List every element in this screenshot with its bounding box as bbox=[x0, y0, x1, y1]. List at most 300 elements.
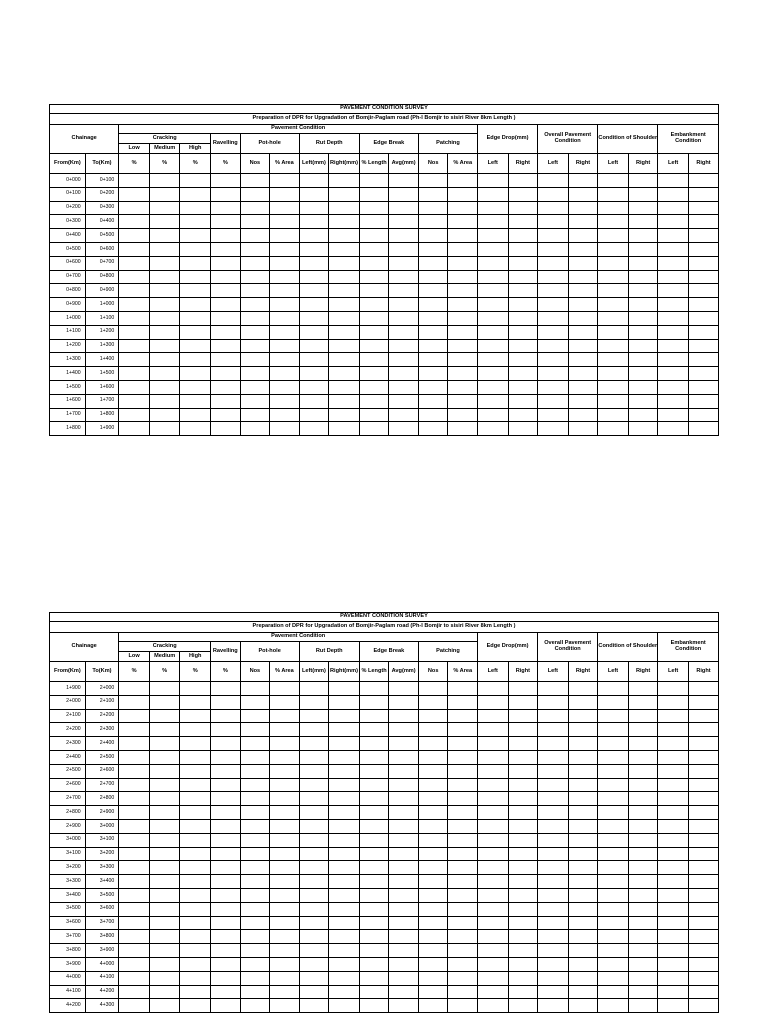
survey-entry-cell[interactable] bbox=[240, 985, 270, 999]
survey-entry-cell[interactable] bbox=[658, 819, 689, 833]
to-chainage-cell[interactable]: 4+000 bbox=[85, 957, 119, 971]
survey-entry-cell[interactable] bbox=[418, 902, 448, 916]
survey-entry-cell[interactable] bbox=[299, 394, 329, 408]
survey-entry-cell[interactable] bbox=[240, 298, 270, 312]
survey-entry-cell[interactable] bbox=[240, 833, 270, 847]
survey-entry-cell[interactable] bbox=[240, 422, 270, 436]
survey-entry-cell[interactable] bbox=[538, 833, 569, 847]
survey-entry-cell[interactable] bbox=[299, 408, 329, 422]
survey-entry-cell[interactable] bbox=[658, 380, 689, 394]
survey-entry-cell[interactable] bbox=[628, 380, 658, 394]
survey-entry-cell[interactable] bbox=[508, 367, 538, 381]
survey-entry-cell[interactable] bbox=[329, 229, 360, 243]
survey-entry-cell[interactable] bbox=[538, 957, 569, 971]
survey-entry-cell[interactable] bbox=[180, 944, 211, 958]
to-chainage-cell[interactable]: 1+700 bbox=[85, 394, 119, 408]
survey-entry-cell[interactable] bbox=[180, 311, 211, 325]
survey-entry-cell[interactable] bbox=[211, 325, 241, 339]
survey-entry-cell[interactable] bbox=[389, 875, 419, 889]
survey-entry-cell[interactable] bbox=[240, 695, 270, 709]
survey-entry-cell[interactable] bbox=[508, 819, 538, 833]
to-chainage-cell[interactable]: 0+900 bbox=[85, 284, 119, 298]
survey-entry-cell[interactable] bbox=[389, 187, 419, 201]
survey-entry-cell[interactable] bbox=[598, 394, 629, 408]
survey-entry-cell[interactable] bbox=[477, 380, 508, 394]
survey-entry-cell[interactable] bbox=[477, 201, 508, 215]
survey-entry-cell[interactable] bbox=[508, 408, 538, 422]
survey-entry-cell[interactable] bbox=[299, 778, 329, 792]
survey-entry-cell[interactable] bbox=[477, 422, 508, 436]
survey-entry-cell[interactable] bbox=[538, 819, 569, 833]
survey-entry-cell[interactable] bbox=[211, 422, 241, 436]
survey-entry-cell[interactable] bbox=[598, 311, 629, 325]
to-chainage-cell[interactable]: 1+300 bbox=[85, 339, 119, 353]
survey-entry-cell[interactable] bbox=[211, 847, 241, 861]
survey-entry-cell[interactable] bbox=[508, 394, 538, 408]
survey-entry-cell[interactable] bbox=[448, 944, 478, 958]
survey-entry-cell[interactable] bbox=[240, 819, 270, 833]
survey-entry-cell[interactable] bbox=[448, 833, 478, 847]
survey-entry-cell[interactable] bbox=[568, 750, 598, 764]
survey-entry-cell[interactable] bbox=[299, 792, 329, 806]
survey-entry-cell[interactable] bbox=[211, 256, 241, 270]
survey-entry-cell[interactable] bbox=[418, 174, 448, 188]
survey-entry-cell[interactable] bbox=[658, 201, 689, 215]
survey-entry-cell[interactable] bbox=[119, 339, 150, 353]
survey-entry-cell[interactable] bbox=[180, 806, 211, 820]
survey-entry-cell[interactable] bbox=[180, 888, 211, 902]
survey-entry-cell[interactable] bbox=[568, 833, 598, 847]
survey-entry-cell[interactable] bbox=[658, 682, 689, 696]
from-chainage-cell[interactable]: 2+000 bbox=[50, 695, 86, 709]
survey-entry-cell[interactable] bbox=[568, 311, 598, 325]
survey-entry-cell[interactable] bbox=[688, 723, 718, 737]
survey-entry-cell[interactable] bbox=[477, 944, 508, 958]
survey-entry-cell[interactable] bbox=[658, 408, 689, 422]
to-chainage-cell[interactable]: 2+000 bbox=[85, 682, 119, 696]
survey-entry-cell[interactable] bbox=[598, 847, 629, 861]
survey-entry-cell[interactable] bbox=[119, 380, 150, 394]
survey-entry-cell[interactable] bbox=[389, 833, 419, 847]
survey-entry-cell[interactable] bbox=[359, 367, 389, 381]
survey-entry-cell[interactable] bbox=[270, 737, 300, 751]
survey-entry-cell[interactable] bbox=[688, 394, 718, 408]
survey-entry-cell[interactable] bbox=[568, 298, 598, 312]
survey-entry-cell[interactable] bbox=[688, 325, 718, 339]
survey-entry-cell[interactable] bbox=[180, 339, 211, 353]
survey-entry-cell[interactable] bbox=[658, 902, 689, 916]
survey-entry-cell[interactable] bbox=[508, 201, 538, 215]
survey-entry-cell[interactable] bbox=[119, 930, 150, 944]
survey-entry-cell[interactable] bbox=[211, 229, 241, 243]
survey-entry-cell[interactable] bbox=[180, 695, 211, 709]
survey-entry-cell[interactable] bbox=[329, 792, 360, 806]
to-chainage-cell[interactable]: 2+800 bbox=[85, 792, 119, 806]
to-chainage-cell[interactable]: 2+900 bbox=[85, 806, 119, 820]
from-chainage-cell[interactable]: 1+900 bbox=[50, 682, 86, 696]
survey-entry-cell[interactable] bbox=[688, 792, 718, 806]
survey-entry-cell[interactable] bbox=[658, 833, 689, 847]
survey-entry-cell[interactable] bbox=[688, 242, 718, 256]
survey-entry-cell[interactable] bbox=[270, 709, 300, 723]
to-chainage-cell[interactable]: 3+200 bbox=[85, 847, 119, 861]
survey-entry-cell[interactable] bbox=[299, 284, 329, 298]
survey-entry-cell[interactable] bbox=[329, 971, 360, 985]
survey-entry-cell[interactable] bbox=[240, 709, 270, 723]
survey-entry-cell[interactable] bbox=[658, 916, 689, 930]
survey-entry-cell[interactable] bbox=[598, 944, 629, 958]
survey-entry-cell[interactable] bbox=[598, 187, 629, 201]
survey-entry-cell[interactable] bbox=[270, 215, 300, 229]
survey-entry-cell[interactable] bbox=[628, 847, 658, 861]
to-chainage-cell[interactable]: 3+100 bbox=[85, 833, 119, 847]
survey-entry-cell[interactable] bbox=[538, 916, 569, 930]
to-chainage-cell[interactable]: 2+300 bbox=[85, 723, 119, 737]
from-chainage-cell[interactable]: 0+600 bbox=[50, 256, 86, 270]
survey-entry-cell[interactable] bbox=[688, 778, 718, 792]
survey-entry-cell[interactable] bbox=[299, 709, 329, 723]
survey-entry-cell[interactable] bbox=[568, 985, 598, 999]
from-chainage-cell[interactable]: 2+700 bbox=[50, 792, 86, 806]
survey-entry-cell[interactable] bbox=[598, 709, 629, 723]
survey-entry-cell[interactable] bbox=[299, 930, 329, 944]
survey-entry-cell[interactable] bbox=[508, 174, 538, 188]
survey-entry-cell[interactable] bbox=[270, 930, 300, 944]
survey-entry-cell[interactable] bbox=[658, 311, 689, 325]
survey-entry-cell[interactable] bbox=[359, 229, 389, 243]
survey-entry-cell[interactable] bbox=[508, 242, 538, 256]
survey-entry-cell[interactable] bbox=[211, 174, 241, 188]
from-chainage-cell[interactable]: 2+900 bbox=[50, 819, 86, 833]
to-chainage-cell[interactable]: 3+500 bbox=[85, 888, 119, 902]
survey-entry-cell[interactable] bbox=[299, 944, 329, 958]
survey-entry-cell[interactable] bbox=[359, 888, 389, 902]
survey-entry-cell[interactable] bbox=[508, 806, 538, 820]
survey-entry-cell[interactable] bbox=[359, 957, 389, 971]
survey-entry-cell[interactable] bbox=[359, 999, 389, 1013]
survey-entry-cell[interactable] bbox=[477, 861, 508, 875]
survey-entry-cell[interactable] bbox=[477, 284, 508, 298]
from-chainage-cell[interactable]: 2+600 bbox=[50, 778, 86, 792]
survey-entry-cell[interactable] bbox=[119, 709, 150, 723]
survey-entry-cell[interactable] bbox=[329, 819, 360, 833]
to-chainage-cell[interactable]: 3+600 bbox=[85, 902, 119, 916]
survey-entry-cell[interactable] bbox=[240, 971, 270, 985]
survey-entry-cell[interactable] bbox=[329, 284, 360, 298]
survey-entry-cell[interactable] bbox=[628, 723, 658, 737]
survey-entry-cell[interactable] bbox=[389, 709, 419, 723]
survey-entry-cell[interactable] bbox=[628, 325, 658, 339]
to-chainage-cell[interactable]: 2+700 bbox=[85, 778, 119, 792]
survey-entry-cell[interactable] bbox=[658, 367, 689, 381]
survey-entry-cell[interactable] bbox=[477, 806, 508, 820]
survey-entry-cell[interactable] bbox=[508, 833, 538, 847]
from-chainage-cell[interactable]: 0+300 bbox=[50, 215, 86, 229]
survey-entry-cell[interactable] bbox=[149, 339, 180, 353]
survey-entry-cell[interactable] bbox=[448, 847, 478, 861]
survey-entry-cell[interactable] bbox=[329, 380, 360, 394]
survey-entry-cell[interactable] bbox=[211, 916, 241, 930]
survey-entry-cell[interactable] bbox=[270, 242, 300, 256]
survey-entry-cell[interactable] bbox=[448, 215, 478, 229]
survey-entry-cell[interactable] bbox=[329, 764, 360, 778]
survey-entry-cell[interactable] bbox=[477, 408, 508, 422]
survey-entry-cell[interactable] bbox=[568, 242, 598, 256]
survey-entry-cell[interactable] bbox=[299, 242, 329, 256]
survey-entry-cell[interactable] bbox=[598, 930, 629, 944]
survey-entry-cell[interactable] bbox=[598, 985, 629, 999]
survey-entry-cell[interactable] bbox=[538, 298, 569, 312]
survey-entry-cell[interactable] bbox=[359, 284, 389, 298]
survey-entry-cell[interactable] bbox=[270, 339, 300, 353]
survey-entry-cell[interactable] bbox=[359, 408, 389, 422]
to-chainage-cell[interactable]: 0+100 bbox=[85, 174, 119, 188]
survey-entry-cell[interactable] bbox=[538, 682, 569, 696]
survey-entry-cell[interactable] bbox=[270, 861, 300, 875]
survey-entry-cell[interactable] bbox=[568, 819, 598, 833]
survey-entry-cell[interactable] bbox=[270, 847, 300, 861]
survey-entry-cell[interactable] bbox=[359, 902, 389, 916]
survey-entry-cell[interactable] bbox=[448, 353, 478, 367]
survey-entry-cell[interactable] bbox=[211, 806, 241, 820]
survey-entry-cell[interactable] bbox=[508, 847, 538, 861]
survey-entry-cell[interactable] bbox=[658, 242, 689, 256]
survey-entry-cell[interactable] bbox=[658, 339, 689, 353]
survey-entry-cell[interactable] bbox=[658, 875, 689, 889]
survey-entry-cell[interactable] bbox=[149, 353, 180, 367]
survey-entry-cell[interactable] bbox=[211, 408, 241, 422]
from-chainage-cell[interactable]: 3+100 bbox=[50, 847, 86, 861]
survey-entry-cell[interactable] bbox=[628, 201, 658, 215]
survey-entry-cell[interactable] bbox=[418, 353, 448, 367]
survey-entry-cell[interactable] bbox=[119, 311, 150, 325]
survey-entry-cell[interactable] bbox=[508, 888, 538, 902]
survey-entry-cell[interactable] bbox=[240, 174, 270, 188]
survey-entry-cell[interactable] bbox=[598, 201, 629, 215]
survey-entry-cell[interactable] bbox=[688, 201, 718, 215]
survey-entry-cell[interactable] bbox=[508, 215, 538, 229]
survey-entry-cell[interactable] bbox=[418, 971, 448, 985]
survey-entry-cell[interactable] bbox=[180, 256, 211, 270]
to-chainage-cell[interactable]: 3+400 bbox=[85, 875, 119, 889]
survey-entry-cell[interactable] bbox=[211, 778, 241, 792]
from-chainage-cell[interactable]: 0+100 bbox=[50, 187, 86, 201]
survey-entry-cell[interactable] bbox=[418, 957, 448, 971]
to-chainage-cell[interactable]: 2+400 bbox=[85, 737, 119, 751]
survey-entry-cell[interactable] bbox=[418, 847, 448, 861]
survey-entry-cell[interactable] bbox=[270, 284, 300, 298]
survey-entry-cell[interactable] bbox=[568, 778, 598, 792]
survey-entry-cell[interactable] bbox=[568, 888, 598, 902]
from-chainage-cell[interactable]: 4+100 bbox=[50, 985, 86, 999]
survey-entry-cell[interactable] bbox=[508, 930, 538, 944]
survey-entry-cell[interactable] bbox=[119, 215, 150, 229]
survey-entry-cell[interactable] bbox=[477, 833, 508, 847]
survey-entry-cell[interactable] bbox=[477, 957, 508, 971]
survey-entry-cell[interactable] bbox=[448, 229, 478, 243]
survey-entry-cell[interactable] bbox=[598, 408, 629, 422]
survey-entry-cell[interactable] bbox=[658, 971, 689, 985]
survey-entry-cell[interactable] bbox=[119, 270, 150, 284]
survey-entry-cell[interactable] bbox=[211, 764, 241, 778]
survey-entry-cell[interactable] bbox=[418, 999, 448, 1013]
survey-entry-cell[interactable] bbox=[180, 229, 211, 243]
survey-entry-cell[interactable] bbox=[389, 682, 419, 696]
survey-entry-cell[interactable] bbox=[598, 422, 629, 436]
survey-entry-cell[interactable] bbox=[119, 284, 150, 298]
survey-entry-cell[interactable] bbox=[270, 778, 300, 792]
survey-entry-cell[interactable] bbox=[270, 367, 300, 381]
survey-entry-cell[interactable] bbox=[389, 985, 419, 999]
survey-entry-cell[interactable] bbox=[448, 888, 478, 902]
survey-entry-cell[interactable] bbox=[598, 902, 629, 916]
survey-entry-cell[interactable] bbox=[149, 902, 180, 916]
survey-entry-cell[interactable] bbox=[359, 833, 389, 847]
survey-entry-cell[interactable] bbox=[538, 187, 569, 201]
survey-entry-cell[interactable] bbox=[598, 242, 629, 256]
survey-entry-cell[interactable] bbox=[240, 394, 270, 408]
survey-entry-cell[interactable] bbox=[119, 916, 150, 930]
survey-entry-cell[interactable] bbox=[538, 930, 569, 944]
survey-entry-cell[interactable] bbox=[568, 695, 598, 709]
survey-entry-cell[interactable] bbox=[628, 367, 658, 381]
survey-entry-cell[interactable] bbox=[240, 750, 270, 764]
survey-entry-cell[interactable] bbox=[448, 875, 478, 889]
survey-entry-cell[interactable] bbox=[329, 806, 360, 820]
survey-entry-cell[interactable] bbox=[149, 187, 180, 201]
survey-entry-cell[interactable] bbox=[688, 695, 718, 709]
survey-entry-cell[interactable] bbox=[180, 792, 211, 806]
survey-entry-cell[interactable] bbox=[211, 999, 241, 1013]
from-chainage-cell[interactable]: 3+200 bbox=[50, 861, 86, 875]
survey-entry-cell[interactable] bbox=[538, 380, 569, 394]
survey-entry-cell[interactable] bbox=[477, 298, 508, 312]
survey-entry-cell[interactable] bbox=[299, 353, 329, 367]
survey-entry-cell[interactable] bbox=[119, 174, 150, 188]
survey-entry-cell[interactable] bbox=[538, 737, 569, 751]
survey-entry-cell[interactable] bbox=[508, 916, 538, 930]
survey-entry-cell[interactable] bbox=[270, 325, 300, 339]
survey-entry-cell[interactable] bbox=[688, 806, 718, 820]
survey-entry-cell[interactable] bbox=[688, 339, 718, 353]
from-chainage-cell[interactable]: 1+300 bbox=[50, 353, 86, 367]
survey-entry-cell[interactable] bbox=[299, 737, 329, 751]
survey-entry-cell[interactable] bbox=[568, 792, 598, 806]
survey-entry-cell[interactable] bbox=[568, 256, 598, 270]
from-chainage-cell[interactable]: 1+200 bbox=[50, 339, 86, 353]
survey-entry-cell[interactable] bbox=[598, 888, 629, 902]
survey-entry-cell[interactable] bbox=[211, 875, 241, 889]
survey-entry-cell[interactable] bbox=[180, 284, 211, 298]
survey-entry-cell[interactable] bbox=[270, 256, 300, 270]
survey-entry-cell[interactable] bbox=[329, 325, 360, 339]
survey-entry-cell[interactable] bbox=[598, 682, 629, 696]
survey-entry-cell[interactable] bbox=[329, 999, 360, 1013]
survey-entry-cell[interactable] bbox=[508, 298, 538, 312]
survey-entry-cell[interactable] bbox=[477, 695, 508, 709]
survey-entry-cell[interactable] bbox=[568, 215, 598, 229]
survey-entry-cell[interactable] bbox=[240, 229, 270, 243]
survey-entry-cell[interactable] bbox=[477, 888, 508, 902]
survey-entry-cell[interactable] bbox=[538, 201, 569, 215]
survey-entry-cell[interactable] bbox=[359, 215, 389, 229]
survey-entry-cell[interactable] bbox=[359, 847, 389, 861]
survey-entry-cell[interactable] bbox=[389, 916, 419, 930]
survey-entry-cell[interactable] bbox=[568, 847, 598, 861]
survey-entry-cell[interactable] bbox=[180, 861, 211, 875]
survey-entry-cell[interactable] bbox=[270, 985, 300, 999]
survey-entry-cell[interactable] bbox=[240, 930, 270, 944]
survey-entry-cell[interactable] bbox=[119, 792, 150, 806]
survey-entry-cell[interactable] bbox=[211, 284, 241, 298]
survey-entry-cell[interactable] bbox=[329, 187, 360, 201]
survey-entry-cell[interactable] bbox=[418, 201, 448, 215]
survey-entry-cell[interactable] bbox=[538, 229, 569, 243]
survey-entry-cell[interactable] bbox=[119, 242, 150, 256]
survey-entry-cell[interactable] bbox=[359, 695, 389, 709]
survey-entry-cell[interactable] bbox=[628, 999, 658, 1013]
survey-entry-cell[interactable] bbox=[418, 819, 448, 833]
survey-entry-cell[interactable] bbox=[418, 723, 448, 737]
survey-entry-cell[interactable] bbox=[508, 311, 538, 325]
survey-entry-cell[interactable] bbox=[240, 861, 270, 875]
to-chainage-cell[interactable]: 4+200 bbox=[85, 985, 119, 999]
survey-entry-cell[interactable] bbox=[389, 750, 419, 764]
survey-entry-cell[interactable] bbox=[598, 380, 629, 394]
survey-entry-cell[interactable] bbox=[270, 916, 300, 930]
from-chainage-cell[interactable]: 1+800 bbox=[50, 422, 86, 436]
survey-entry-cell[interactable] bbox=[418, 985, 448, 999]
survey-entry-cell[interactable] bbox=[628, 339, 658, 353]
survey-entry-cell[interactable] bbox=[389, 394, 419, 408]
survey-entry-cell[interactable] bbox=[658, 792, 689, 806]
survey-entry-cell[interactable] bbox=[477, 394, 508, 408]
survey-entry-cell[interactable] bbox=[658, 215, 689, 229]
survey-entry-cell[interactable] bbox=[359, 875, 389, 889]
survey-entry-cell[interactable] bbox=[299, 187, 329, 201]
from-chainage-cell[interactable]: 3+500 bbox=[50, 902, 86, 916]
from-chainage-cell[interactable]: 0+500 bbox=[50, 242, 86, 256]
survey-entry-cell[interactable] bbox=[211, 215, 241, 229]
survey-entry-cell[interactable] bbox=[688, 985, 718, 999]
survey-entry-cell[interactable] bbox=[688, 957, 718, 971]
survey-entry-cell[interactable] bbox=[688, 847, 718, 861]
survey-entry-cell[interactable] bbox=[628, 944, 658, 958]
survey-entry-cell[interactable] bbox=[658, 750, 689, 764]
to-chainage-cell[interactable]: 3+900 bbox=[85, 944, 119, 958]
survey-entry-cell[interactable] bbox=[568, 944, 598, 958]
survey-entry-cell[interactable] bbox=[329, 215, 360, 229]
survey-entry-cell[interactable] bbox=[628, 792, 658, 806]
survey-entry-cell[interactable] bbox=[299, 270, 329, 284]
survey-entry-cell[interactable] bbox=[508, 957, 538, 971]
survey-entry-cell[interactable] bbox=[658, 847, 689, 861]
survey-entry-cell[interactable] bbox=[538, 256, 569, 270]
survey-entry-cell[interactable] bbox=[448, 957, 478, 971]
survey-entry-cell[interactable] bbox=[329, 847, 360, 861]
survey-entry-cell[interactable] bbox=[389, 242, 419, 256]
survey-entry-cell[interactable] bbox=[418, 944, 448, 958]
survey-entry-cell[interactable] bbox=[240, 875, 270, 889]
survey-entry-cell[interactable] bbox=[270, 999, 300, 1013]
survey-entry-cell[interactable] bbox=[568, 229, 598, 243]
survey-entry-cell[interactable] bbox=[598, 695, 629, 709]
survey-entry-cell[interactable] bbox=[477, 256, 508, 270]
survey-entry-cell[interactable] bbox=[508, 380, 538, 394]
survey-entry-cell[interactable] bbox=[568, 367, 598, 381]
survey-entry-cell[interactable] bbox=[508, 695, 538, 709]
from-chainage-cell[interactable]: 0+900 bbox=[50, 298, 86, 312]
